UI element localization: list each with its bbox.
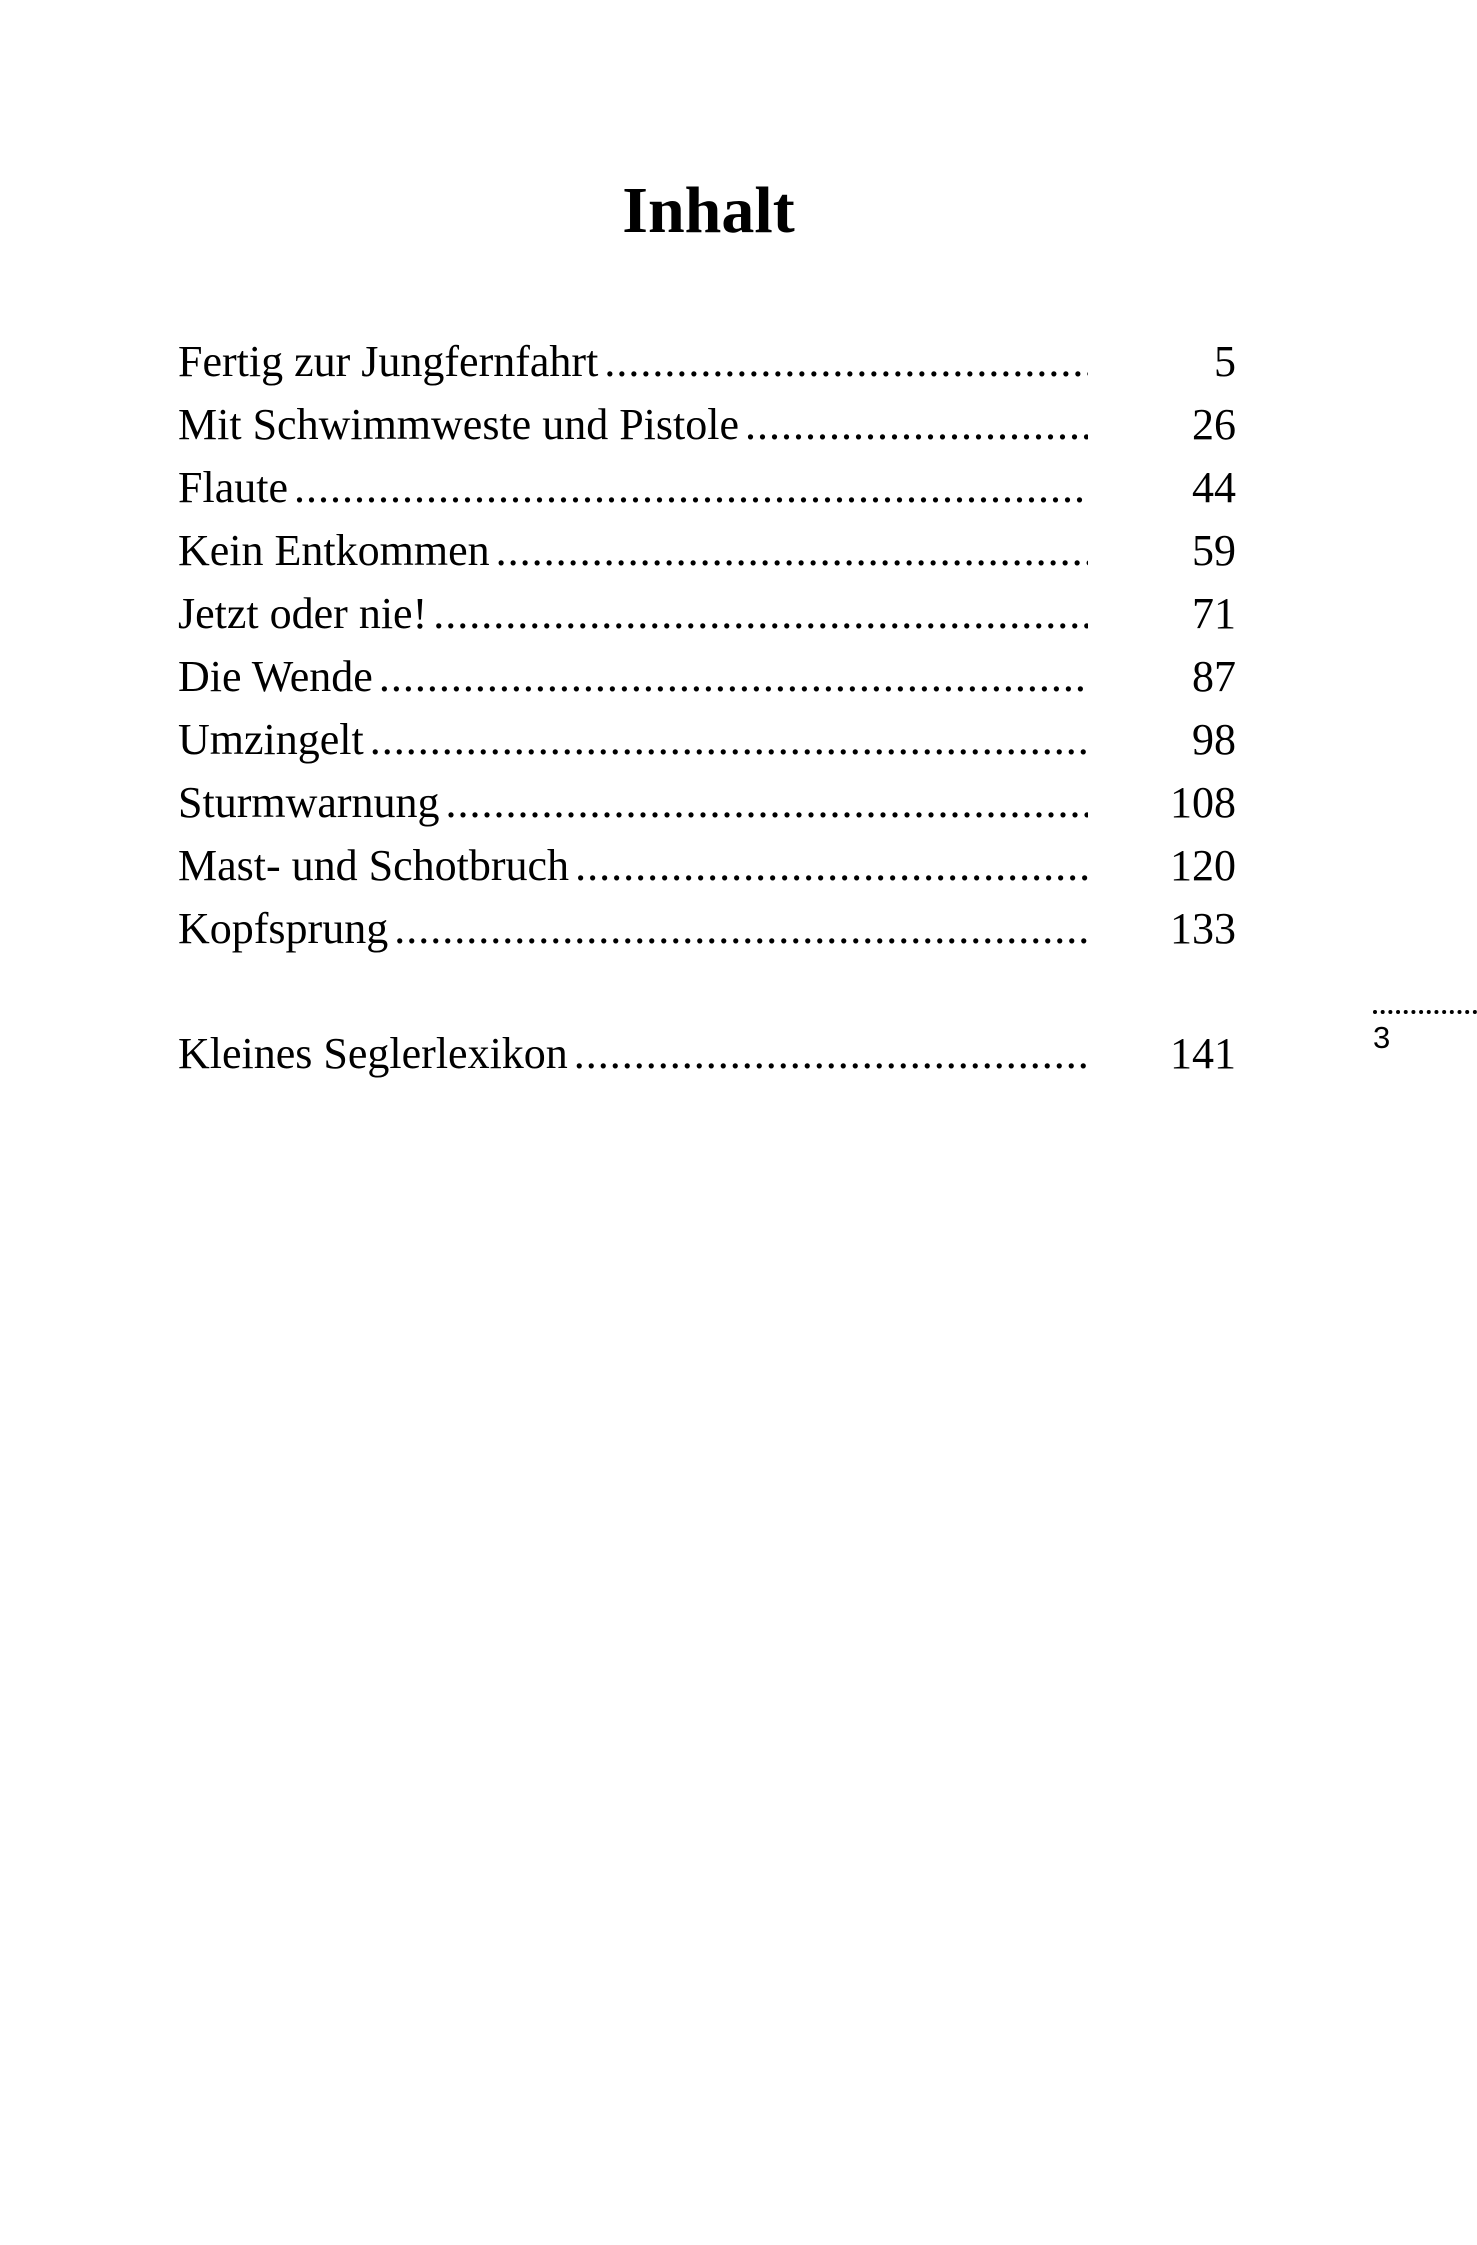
toc-entry-page: 87 <box>1192 652 1236 701</box>
toc-entry-title: Sturmwarnung <box>178 778 440 827</box>
page-number: 3 <box>1373 1020 1391 1055</box>
toc-entry <box>178 582 1236 645</box>
toc-entry <box>178 645 1236 708</box>
toc-entry-title: Mast- und Schotbruch <box>178 841 570 890</box>
toc-entry <box>178 456 1236 519</box>
page-title: Inhalt <box>622 174 795 247</box>
dot-leader <box>574 1022 1088 1085</box>
toc-entry <box>178 834 1236 897</box>
toc-entry <box>178 708 1236 771</box>
toc-entry <box>178 393 1236 456</box>
toc-entry-title: Fertig zur Jungfernfahrt <box>178 337 599 386</box>
toc-entry-page: 5 <box>1214 337 1236 386</box>
toc-entry-page: 26 <box>1192 400 1236 449</box>
dot-leader <box>294 456 1088 519</box>
toc-entry-title: Umzingelt <box>178 715 364 764</box>
toc-entry <box>178 771 1236 834</box>
table-of-contents <box>178 330 1236 1085</box>
toc-entry-page: 133 <box>1170 904 1236 953</box>
toc-entry-page: 98 <box>1192 715 1236 764</box>
dot-leader <box>379 645 1088 708</box>
toc-entry <box>178 519 1236 582</box>
toc-entry-title: Kein Entkommen <box>178 526 490 575</box>
toc-appendix-page: 141 <box>1170 1029 1236 1078</box>
toc-appendix-title: Kleines Seglerlexikon <box>178 1029 568 1078</box>
toc-entry-title: Mit Schwimmweste und Pistole <box>178 400 739 449</box>
toc-entry-page: 71 <box>1192 589 1236 638</box>
dot-leader <box>575 834 1088 897</box>
toc-entry-title: Flaute <box>178 463 288 512</box>
dot-leader <box>446 771 1088 834</box>
toc-entry <box>178 897 1236 960</box>
dot-leader <box>745 393 1088 456</box>
toc-entry-title: Kopfsprung <box>178 904 389 953</box>
folio-dotted-rule <box>1373 1010 1477 1014</box>
toc-entry-page: 59 <box>1192 526 1236 575</box>
dot-leader <box>394 897 1088 960</box>
dot-leader <box>370 708 1088 771</box>
toc-entry-page: 108 <box>1170 778 1236 827</box>
toc-entry-page: 120 <box>1170 841 1236 890</box>
dot-leader <box>496 519 1088 582</box>
toc-entry-page: 44 <box>1192 463 1236 512</box>
toc-entry-title: Jetzt oder nie! <box>178 589 428 638</box>
dot-leader <box>604 330 1088 393</box>
dot-leader <box>433 582 1088 645</box>
toc-appendix-entry <box>178 1022 1236 1085</box>
toc-entry <box>178 330 1236 393</box>
toc-entry-title: Die Wende <box>178 652 373 701</box>
